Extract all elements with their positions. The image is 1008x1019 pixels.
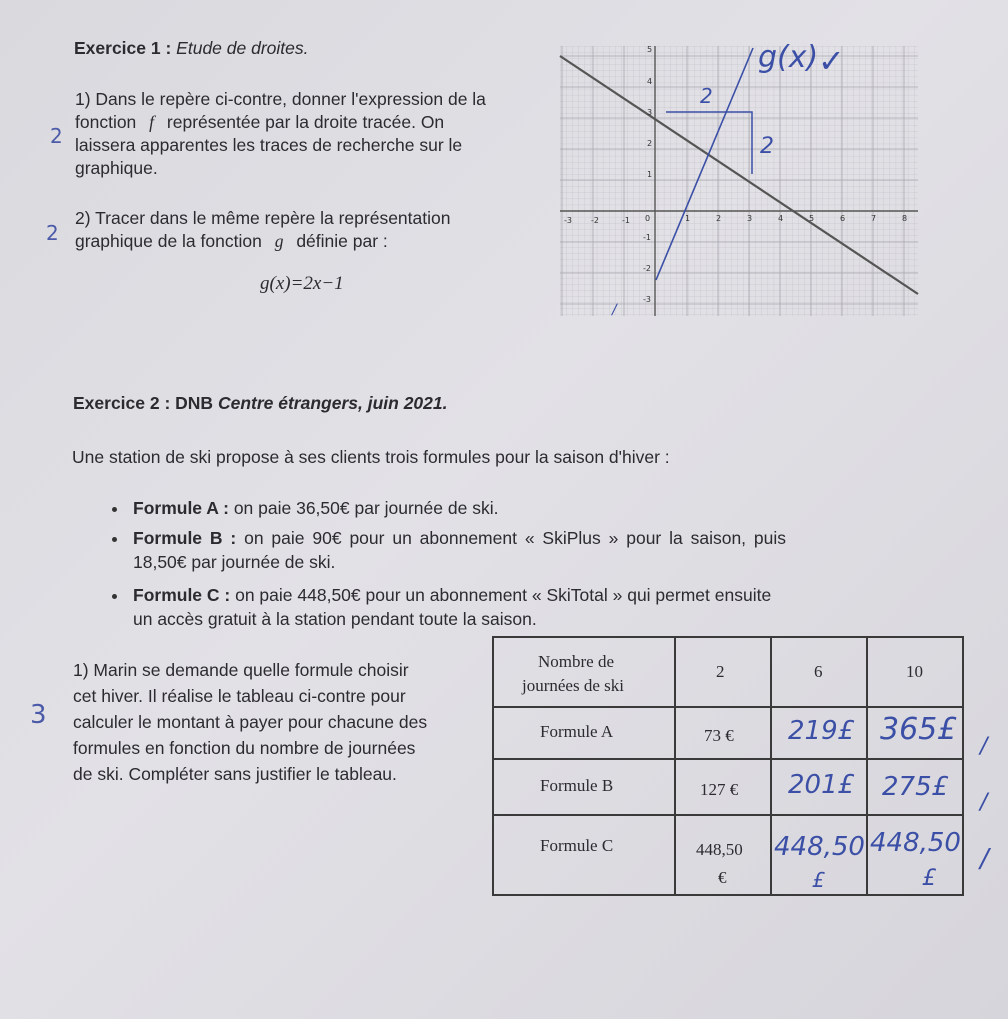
row-b-label: Formule B	[540, 776, 614, 795]
formule-b-cont: 18,50€ par journée de ski.	[133, 552, 336, 572]
ex1-q2-end: définie par :	[296, 231, 388, 251]
y-tick-m3: -3	[643, 295, 651, 304]
exercise2-title-bold: Exercice 2 : DNB	[73, 393, 214, 413]
header-6: 6	[814, 662, 823, 681]
cell-a-6[interactable]	[771, 707, 867, 759]
ex1-q1-line3: laissera apparentes les traces de recherche sur le	[75, 135, 463, 155]
x-tick-8: 8	[902, 214, 908, 223]
cell-a-2-value: 73 €	[704, 726, 734, 745]
x-tick-m3: -3	[564, 216, 572, 225]
exercise1-title-italic: Etude de droites.	[176, 38, 309, 58]
cell-a-6-value: 219£	[788, 716, 855, 746]
handwritten-dy: 2	[760, 134, 774, 159]
ex2-q1-line3: calculer le montant à payer pour chacune des	[73, 712, 428, 732]
x-tick-m1: -1	[622, 216, 630, 225]
exercise1-title-bold: Exercice 1 :	[74, 38, 172, 58]
bullet-a	[112, 507, 117, 512]
y-tick-m2: -2	[643, 264, 651, 273]
exercise2-title-italic: Centre étrangers, juin 2021.	[217, 393, 448, 413]
cell-c-10-euro: £	[922, 866, 936, 891]
graph-stray-mark: /	[612, 302, 617, 318]
formule-a-text: on paie 36,50€ par journée de ski.	[233, 498, 499, 518]
ex1-q1-line1: 1) Dans le repère ci-contre, donner l'expression de la	[75, 89, 486, 109]
formule-c-text: on paie 448,50€ pour un abonnement « SkiTotal » qui permet ensuite	[235, 585, 772, 605]
tick-row-c: /	[980, 844, 989, 874]
margin-score-q2: 2	[46, 221, 59, 245]
cell-b-6-value: 201£	[788, 770, 855, 800]
cell-b-6[interactable]	[771, 759, 867, 815]
header-days-10	[867, 637, 963, 707]
margin-score-q1: 2	[50, 124, 63, 148]
header-nombre: Nombre de	[538, 652, 615, 671]
cell-c-6-value: 448,50	[774, 832, 865, 862]
cell-b-10[interactable]	[867, 759, 963, 815]
check-icon: ✓	[818, 42, 845, 80]
formula-g: g(x)=2x−1	[260, 273, 344, 294]
x-tick-0: 0	[645, 214, 651, 223]
cell-c-10-value: 448,50	[870, 828, 961, 858]
bullet-c	[112, 594, 117, 599]
cell-c-6[interactable]	[771, 815, 867, 895]
y-tick-2: 2	[647, 139, 653, 148]
x-tick-3: 3	[747, 214, 753, 223]
row-a-label: Formule A	[540, 722, 614, 741]
cell-c-2-value: 448,50	[696, 840, 743, 859]
formule-b-label: Formule B :	[133, 528, 237, 548]
x-tick-6: 6	[840, 214, 846, 223]
x-tick-2: 2	[716, 214, 722, 223]
cell-c-10[interactable]	[867, 815, 963, 895]
row-label-b	[493, 759, 675, 815]
bullet-formule-c	[133, 584, 771, 606]
cell-c-2-euro: €	[718, 868, 727, 887]
bullet-b	[112, 537, 117, 542]
bullet-formule-a	[133, 497, 498, 519]
formule-a-label: Formule A :	[133, 498, 229, 518]
y-tick-1: 1	[647, 170, 653, 179]
x-tick-m2: -2	[591, 216, 599, 225]
row-label-a	[493, 707, 675, 759]
exercise1-title	[74, 37, 308, 59]
header-days-6	[771, 637, 867, 707]
exercise2-intro: Une station de ski propose à ses clients trois formules pour la saison d'hiver :	[72, 447, 670, 467]
header-days-2	[675, 637, 771, 707]
x-tick-4: 4	[778, 214, 784, 223]
cell-a-2	[675, 707, 771, 759]
header-10: 10	[906, 662, 923, 681]
cell-a-10-value: 365£	[880, 712, 957, 747]
formule-b-text: on paie 90€ pour un abonnement « SkiPlus » pour la saison, puis	[244, 528, 787, 548]
ex2-q1-line4: formules en fonction du nombre de journées	[73, 738, 416, 758]
x-tick-5: 5	[809, 214, 815, 223]
row-c-label: Formule C	[540, 836, 614, 855]
ex1-fonction: fonction	[75, 112, 137, 132]
cell-c-2	[675, 815, 771, 895]
header-journees: journées de ski	[522, 676, 624, 695]
cell-a-10[interactable]	[867, 707, 963, 759]
cell-b-2	[675, 759, 771, 815]
bullet-formule-b	[133, 527, 786, 549]
ex2-q1-line1: 1) Marin se demande quelle formule choisir	[73, 660, 409, 680]
ex1-q1-rest: représentée par la droite tracée. On	[166, 112, 445, 132]
ex1-q1-line4: graphique.	[75, 158, 158, 178]
ex2-q1-line5: de ski. Compléter sans justifier le tableau.	[73, 764, 397, 784]
exercise2-title	[73, 392, 448, 414]
formule-c-label: Formule C :	[133, 585, 231, 605]
formula-table	[492, 636, 964, 896]
ex1-q2-line1: 2) Tracer dans le même repère la représentation	[75, 208, 451, 228]
cell-b-10-value: 275£	[882, 772, 949, 802]
x-tick-7: 7	[871, 214, 877, 223]
formule-c-cont: un accès gratuit à la station pendant toute la saison.	[133, 609, 537, 629]
table-header-label	[493, 637, 675, 707]
cell-c-6-euro: £	[812, 868, 825, 892]
cell-b-2-value: 127 €	[700, 780, 739, 799]
row-label-c	[493, 815, 675, 895]
ex1-g: g	[274, 231, 284, 251]
tick-row-a: /	[980, 734, 988, 759]
handwritten-dx: 2	[700, 84, 713, 108]
ex2-q1-line2: cet hiver. Il réalise le tableau ci-contre pour	[73, 686, 406, 706]
ex1-q1-line2	[75, 111, 444, 133]
y-tick-4: 4	[647, 77, 653, 86]
handwritten-gx-label: g(x)	[758, 40, 819, 75]
tick-row-b: /	[980, 790, 988, 815]
y-tick-3: 3	[647, 108, 653, 117]
coordinate-graph	[548, 40, 928, 325]
x-tick-1: 1	[685, 214, 691, 223]
y-tick-5: 5	[647, 45, 653, 54]
graph-grid	[560, 46, 918, 316]
y-tick-m1: -1	[643, 233, 651, 242]
ex1-q2-start: graphique de la fonction	[75, 231, 262, 251]
margin-score-ex2: 3	[30, 700, 47, 730]
ex1-q2-line2	[75, 230, 388, 252]
header-2: 2	[716, 662, 725, 681]
ex1-f: f	[149, 112, 155, 132]
